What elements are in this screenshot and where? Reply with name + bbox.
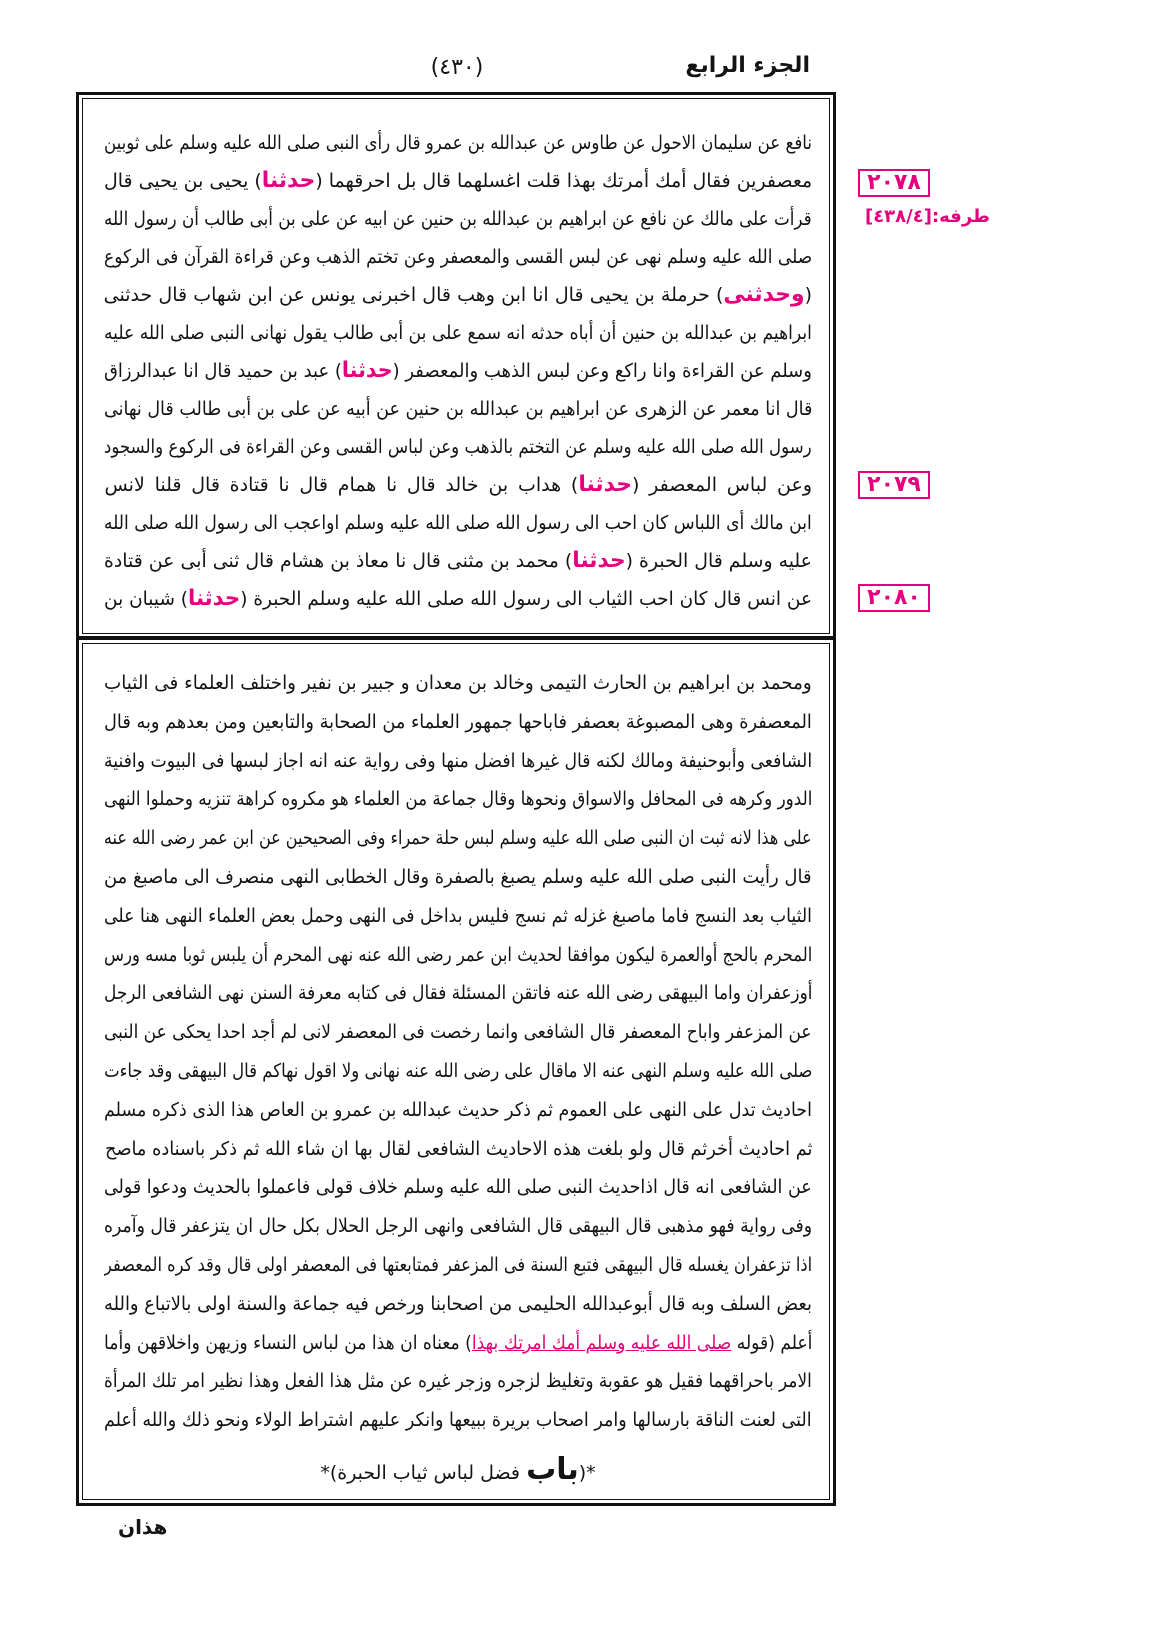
transmission-term: حدثنا <box>342 358 393 383</box>
commentary-line <box>104 1052 812 1091</box>
cross-reference-note: طرفه:[٤٣٨/٤] <box>864 206 990 227</box>
text-segment: عليه وسلم قال الحبرة ( <box>625 550 812 572</box>
text-segment: المحرم بالحج أوالعمرة ليكون موافقا لحديث ابن عمر رضى الله عنه نهى المحرم أن يلبس ثوبا مسه ورس <box>104 943 812 966</box>
text-segment: صلى الله عليه وسلم نهى عن لبس القسى والمعصفر وعن تختم الذهب وعن قراءة القرآن فى الركوع <box>104 246 812 268</box>
hadith-line <box>104 504 812 542</box>
hadith-line <box>104 352 812 390</box>
commentary-line <box>104 1324 812 1363</box>
commentary-line <box>104 1207 812 1246</box>
line-text <box>104 742 812 781</box>
text-segment: ومحمد بن ابراهيم بن الحارث التيمى وخالد بن معدان و جبير بن نفير واختلف العلماء فى الثياب <box>104 672 812 694</box>
hadith-number-box: ٢٠٨٠ <box>858 584 930 612</box>
text-segment: ) يحيى بن يحيى قال <box>104 170 262 192</box>
hadith-line <box>104 542 812 580</box>
hadith-line <box>104 314 812 352</box>
line-text <box>104 819 812 858</box>
commentary-line <box>104 936 812 975</box>
text-segment: المعصفرة وهى المصبوغة بعصفر فاباحها جمهور العلماء من الصحابة والتابعين ومن بعدهم وبه قال <box>104 710 812 733</box>
commentary-line <box>104 703 812 742</box>
text-segment: اذا تزعفران يغسله قال البيهقى فتبع السنة فى المزعفر فمتابعتها فى المعصفر اولى قال وقد كره المعصفر <box>104 1253 812 1276</box>
hadith-line <box>104 238 812 276</box>
commentary-line <box>104 819 812 858</box>
text-segment: رسول الله صلى الله عليه وسلم عن التختم بالذهب وعن لباس القسى وعن القراءة فى الركوع والسجود <box>104 436 812 458</box>
text-segment: ثم احاديث أخرثم قال ولو بلغت هذه الاحاديث الشافعى لقال بها ان شاء الله ثم ذكر باسناده ماصح <box>104 1137 812 1160</box>
transmission-term: حدثنا <box>578 472 632 497</box>
line-text <box>104 314 812 352</box>
line-text <box>104 1324 812 1363</box>
line-text <box>104 780 812 819</box>
text-segment: احاديث تدل على النهى على العموم ثم ذكر حديث عبدالله بن عمرو بن العاص هذا الذى ذكره مسلم <box>104 1098 812 1121</box>
text-segment: الدور وكرهه فى المحافل والاسواق ونحوها وقال جماعة من العلماء هو مكروه كراهة تنزيه وحملوا النهى <box>104 788 812 811</box>
line-text <box>104 1091 812 1130</box>
line-text <box>104 1207 812 1246</box>
text-segment: قرأت على مالك عن نافع عن ابراهيم بن عبدالله بن حنين عن ابيه عن على بن أبى طالب أن رسول الله <box>104 208 812 230</box>
line-text <box>104 466 812 504</box>
text-segment: عن الشافعى انه قال اذاحديث النبى صلى الله عليه وسلم خلاف قولى فاعملوا بالحديث ودعوا قولى <box>104 1176 812 1199</box>
commentary-line <box>104 1091 812 1130</box>
running-head: الجزء الرابع <box>685 53 810 78</box>
text-segment: قال رأيت النبى صلى الله عليه وسلم يصبغ بالصفرة وقال الخطابى النهى منصرف الى ماصبغ من <box>104 865 812 888</box>
text-segment: ) حرملة بن يحيى قال انا ابن وهب قال اخبرنى يونس عن ابن شهاب قال حدثنى <box>104 284 724 306</box>
line-text <box>104 703 812 742</box>
hadith-line <box>104 580 812 618</box>
hadith-text <box>104 124 812 618</box>
text-segment: أعلم (قوله <box>730 1331 812 1354</box>
hadith-line <box>104 466 812 504</box>
hadith-line <box>104 428 812 466</box>
text-segment: قال انا معمر عن الزهرى عن ابراهيم بن عبدالله بن حنين عن أبيه عن على بن أبى طالب قال نهانى <box>104 398 812 420</box>
line-text <box>104 276 812 314</box>
chapter-heading <box>104 1450 812 1490</box>
text-segment: عن انس قال كان احب الثياب الى رسول الله صلى الله عليه وسلم الحبرة ( <box>240 588 812 610</box>
text-segment: الامر باحراقهما فقيل هو عقوبة وتغليظ لزجره وزجر غيره عن مثل هذا الفعل وهذا نظير امر تلك المرأة <box>104 1370 812 1393</box>
catchword: هذان <box>118 1515 168 1539</box>
line-text <box>104 200 812 238</box>
line-text <box>104 1401 812 1440</box>
transmission-term: حدثنا <box>572 548 626 573</box>
text-segment: *( <box>578 1462 596 1484</box>
line-text <box>104 1013 812 1052</box>
hadith-line <box>104 124 812 162</box>
hadith-line <box>104 162 812 200</box>
commentary-line <box>104 780 812 819</box>
text-segment: وفى رواية فهو مذهبى قال البيهقى قال الشافعى وانهى الرجل الحلال بكل حال ان يتزعفر قال وآمره <box>104 1215 812 1238</box>
text-segment: على هذا لانه ثبت ان النبى صلى الله عليه وسلم لبس حلة حمراء وفى الصحيحين عن ابن عمر رضى الله عنه <box>104 827 812 850</box>
transmission-term: حدثنا <box>187 586 241 611</box>
line-text <box>104 504 812 542</box>
line-text <box>104 1246 812 1285</box>
commentary-text <box>104 664 812 1440</box>
commentary-line <box>104 858 812 897</box>
line-text <box>104 1362 812 1401</box>
line-text <box>104 1168 812 1207</box>
commentary-line <box>104 1013 812 1052</box>
line-text <box>104 390 812 428</box>
transmission-term: حدثنا <box>261 168 316 193</box>
commentary-line <box>104 974 812 1013</box>
line-text <box>104 936 812 975</box>
commentary-line <box>104 1362 812 1401</box>
text-segment: بعض السلف وبه قال أبوعبدالله الحليمى من اصحابنا ورخص فيه جماعة والسنة اولى بالاتباع والله <box>104 1292 812 1315</box>
line-text <box>104 352 812 390</box>
line-text <box>104 1285 812 1324</box>
chapter-heading-word: باب <box>526 1452 579 1487</box>
hadith-number-box: ٢٠٧٩ <box>858 471 930 499</box>
commentary-line <box>104 1168 812 1207</box>
text-segment: معصفرين فقال أمك أمرتك بهذا قلت اغسلهما قال بل احرقهما ( <box>315 170 812 192</box>
text-segment: ) معناه ان هذا من لباس النساء وزيهن واخلاقهن وأما <box>104 1331 472 1354</box>
text-segment: فضل لباس ثياب الحبرة)* <box>320 1462 527 1484</box>
text-segment: صلى الله عليه وسلم النهى عنه الا ماقال على رضى الله عنه نهانى ولا اقول نهاكم قال البيهقى وقد جاءت <box>104 1059 812 1082</box>
text-segment: نافع عن سليمان الاحول عن طاوس عن عبدالله بن عمرو قال رأى النبى صلى الله عليه وسلم على ثوبين <box>104 132 812 154</box>
line-text <box>104 124 812 162</box>
text-segment: ) هداب بن خالد قال نا همام قال نا قتادة قال قلنا لانس <box>104 474 579 496</box>
text-segment: ( <box>804 284 812 306</box>
line-text <box>104 238 812 276</box>
line-text <box>104 542 812 580</box>
hadith-number-box: ٢٠٧٨ <box>858 169 930 197</box>
hadith-line <box>104 390 812 428</box>
panel-divider <box>76 636 836 640</box>
commentary-line <box>104 664 812 703</box>
line-text <box>104 897 812 936</box>
text-segment: ) محمد بن مثنى قال نا معاذ بن هشام قال ثنى أبى عن قتادة <box>104 550 573 572</box>
line-text <box>104 162 812 200</box>
commentary-line <box>104 1130 812 1169</box>
hadith-line <box>104 276 812 314</box>
line-text <box>104 974 812 1013</box>
commentary-line <box>104 897 812 936</box>
text-segment: الشافعى وأبوحنيفة ومالك لكنه قال غيرها افضل منها وفى رواية عنه انه اجاز لبسها فى البيوت وافنية <box>104 749 812 772</box>
text-segment: وسلم عن القراءة وانا راكع وعن لبس الذهب والمعصفر ( <box>392 360 812 382</box>
line-text <box>104 428 812 466</box>
text-segment: أوزعفران واما البيهقى رضى الله عنه فاتقن المسئلة فقال فى كتابه معرفة السنن نهى الشافعى الرجل <box>104 982 812 1005</box>
quoted-lemma: صلى الله عليه وسلم أمك امرتك بهذا <box>471 1331 731 1354</box>
line-text <box>104 664 812 703</box>
hadith-line <box>104 200 812 238</box>
commentary-line <box>104 1246 812 1285</box>
commentary-line <box>104 1285 812 1324</box>
page-number: (٤٣٠) <box>430 55 484 80</box>
commentary-line <box>104 1401 812 1440</box>
line-text <box>104 858 812 897</box>
text-segment: ابراهيم بن عبدالله بن حنين أن أباه حدثه انه سمع على بن أبى طالب يقول نهانى النبى صلى الله عليه <box>104 322 812 344</box>
line-text <box>104 580 812 618</box>
text-segment: ) شيبان بن <box>104 588 188 610</box>
transmission-term: وحدثنى <box>723 282 805 307</box>
line-text <box>104 1130 812 1169</box>
text-segment: التى لعنت الناقة بارسالها وامر اصحاب بريرة ببيعها وانكر عليهم اشتراط الولاء ونحو ذلك والله أعلم <box>104 1409 812 1432</box>
commentary-line <box>104 742 812 781</box>
text-segment: الثياب بعد النسج فاما ماصبغ غزله ثم نسج فليس بداخل فى النهى وحمل بعض العلماء النهى هنا على <box>104 904 812 927</box>
text-segment: ) عبد بن حميد قال انا عبدالرزاق <box>104 360 343 382</box>
text-segment: وعن لباس المعصفر ( <box>632 474 812 496</box>
text-segment: عن المزعفر واباح المعصفر قال الشافعى وانما رخصت فى المعصفر لانى لم أجد احدا يحكى عن النبى <box>104 1021 812 1044</box>
text-segment: ابن مالك أى اللباس كان احب الى رسول الله صلى الله عليه وسلم اواعجب الى رسول الله صلى الله <box>104 512 812 534</box>
line-text <box>104 1052 812 1091</box>
